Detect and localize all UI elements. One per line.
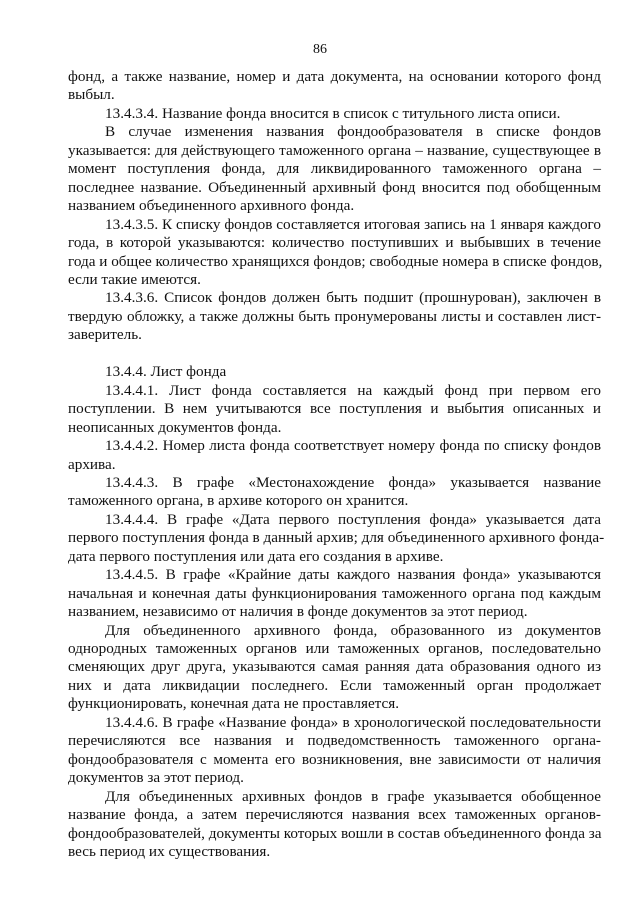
- text-line: документов за этот период.: [68, 769, 244, 787]
- page-number: 86: [313, 42, 327, 57]
- text-line: дата первого поступления или дата его создания в архиве.: [68, 547, 444, 565]
- text-line: 13.4.4.5. В графе «Крайние даты каждого названия фонда» указываются: [105, 566, 601, 584]
- paragraph: [68, 363, 601, 381]
- text-line: сменяющих друг друга, указываются самая ранняя дата образования одного из: [68, 658, 601, 676]
- text-line: названием, независимо от наличия в фонде документов за этот период.: [68, 603, 528, 621]
- paragraph: [68, 382, 601, 437]
- text-line: функционировать, конечная дата не проставляется.: [68, 695, 400, 713]
- text-line: первого поступления фонда в данный архив; для объединенного архивного фонда-: [68, 529, 605, 547]
- text-line: В случае изменения названия фондообразователя в списке фондов: [105, 123, 601, 141]
- text-line: них и дата ликвидации последнего. Если таможенный орган продолжает: [68, 676, 601, 694]
- paragraph: [68, 123, 601, 215]
- text-line: 13.4.4.4. В графе «Дата первого поступления фонда» указывается дата: [105, 510, 601, 528]
- text-line: фондообразователя с момента его возникновения, вне зависимости от наличия: [68, 750, 601, 768]
- text-line: указывается: для действующего таможенного органа – название, существующее в: [68, 141, 601, 159]
- paragraph: [68, 788, 601, 862]
- text-line: Для объединенного архивного фонда, образованного из документов: [105, 621, 601, 639]
- text-line: название фонда, а затем перечисляются названия всех таможенных органов-: [68, 806, 601, 824]
- text-line: года и общее количество хранящихся фондов; свободные номера в списке фондов,: [68, 252, 603, 270]
- text-line: 13.4.4.3. В графе «Местонахождение фонда» указывается название: [105, 473, 601, 491]
- document-body: [68, 68, 605, 861]
- text-line: начальная и конечная даты функционирования таможенного органа под каждым: [68, 584, 601, 602]
- text-line: 13.4.3.6. Список фондов должен быть подшит (прошнурован), заключен в: [105, 289, 601, 307]
- text-line: 13.4.4.6. В графе «Название фонда» в хронологической последовательности: [105, 713, 601, 731]
- text-line: выбыл.: [68, 86, 115, 104]
- text-line: фонд, а также название, номер и дата документа, на основании которого фонд: [68, 68, 601, 85]
- text-line: 13.4.3.5. К списку фондов составляется итоговая запись на 1 января каждого: [105, 215, 601, 233]
- text-line: года, в которой указываются: количество поступивших и выбывших в течение: [68, 234, 601, 252]
- blank-line: [68, 345, 601, 363]
- paragraph: [68, 216, 601, 290]
- text-line: перечисляются все названия и подведомственность таможенного органа-: [68, 732, 601, 750]
- text-line: 13.4.3.4. Название фонда вносится в список с титульного листа описи.: [105, 104, 561, 122]
- text-line: момент поступления фонда, для ликвидированного таможенного органа –: [68, 160, 601, 178]
- text-line: заверитель.: [68, 326, 142, 344]
- text-line: 13.4.4. Лист фонда: [105, 363, 227, 381]
- text-line: архива.: [68, 455, 116, 473]
- paragraph: [68, 68, 601, 105]
- text-line: 13.4.4.2. Номер листа фонда соответствует номеру фонда по списку фондов: [105, 437, 601, 455]
- text-line: 13.4.4.1. Лист фонда составляется на каждый фонд при первом его: [105, 381, 601, 399]
- text-line: если такие имеются.: [68, 270, 201, 288]
- text-line: фондообразователей, документы которых вошли в состав объединенного фонда за: [68, 824, 602, 842]
- text-line: однородных таможенных органов или таможенных органов, последовательно: [68, 640, 601, 658]
- text-line: поступлении. В нем учитываются все поступления и выбытия описанных и: [68, 400, 601, 418]
- text-line: весь период их существования.: [68, 843, 271, 861]
- text-line: твердую обложку, а также должны быть пронумерованы листы и составлен лист-: [68, 307, 601, 325]
- paragraph: [68, 566, 601, 621]
- text-line: Для объединенных архивных фондов в графе указывается обобщенное: [105, 787, 601, 805]
- text-line: последнее название. Объединенный архивный фонд вносится под обобщенным: [68, 178, 601, 196]
- paragraph: [68, 622, 601, 714]
- text-line: таможенного органа, в архиве которого он хранится.: [68, 492, 409, 510]
- paragraph: [68, 510, 605, 566]
- paragraph: [68, 289, 601, 344]
- paragraph: [68, 437, 601, 474]
- text-line: названием объединенного архивного фонда.: [68, 197, 355, 215]
- paragraph: [68, 105, 601, 123]
- paragraph: [68, 474, 601, 511]
- paragraph: [68, 714, 601, 788]
- text-line: неописанных документов фонда.: [68, 418, 282, 436]
